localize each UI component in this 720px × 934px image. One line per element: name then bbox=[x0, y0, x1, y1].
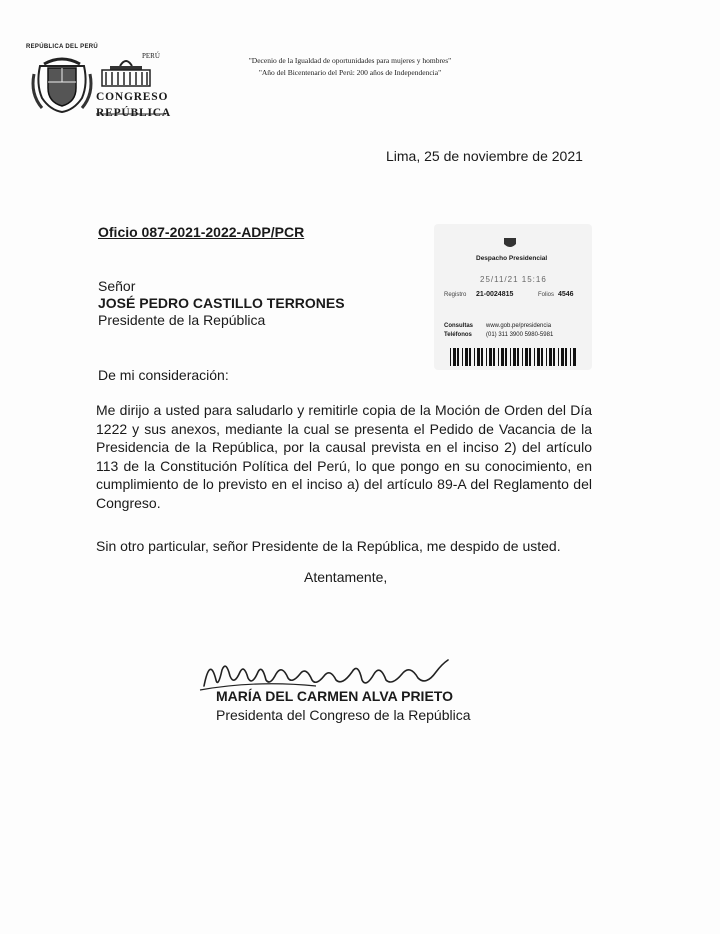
barcode-bar bbox=[513, 348, 516, 366]
republic-logo-text: REPÚBLICA bbox=[96, 107, 171, 119]
stamp-consultas-value: www.gob.pe/presidencia bbox=[486, 323, 552, 329]
stamp-telefonos-label: Teléfonos bbox=[444, 332, 472, 338]
barcode-bar bbox=[537, 348, 540, 366]
document-reference: Oficio 087-2021-2022-ADP/PCR bbox=[98, 224, 305, 240]
barcode-bar bbox=[493, 348, 495, 366]
congress-logo-text: CONGRESO bbox=[96, 91, 169, 103]
stamp-registro-value: 21-0024815 bbox=[476, 291, 514, 298]
regards: Atentamente, bbox=[304, 569, 388, 585]
stamp-telefonos-value: (01) 311 3900 5980-5981 bbox=[486, 332, 554, 338]
date-line: Lima, 25 de noviembre de 2021 bbox=[386, 148, 583, 164]
barcode-bar bbox=[541, 348, 543, 366]
barcode-bar bbox=[561, 348, 564, 366]
presidential-seal-icon bbox=[502, 236, 518, 250]
barcode-bar bbox=[465, 348, 468, 366]
barcode-bar bbox=[489, 348, 492, 366]
barcode-bar bbox=[525, 348, 528, 366]
barcode-bar bbox=[469, 348, 471, 366]
greeting: De mi consideración: bbox=[98, 367, 229, 383]
barcode-bar bbox=[529, 348, 531, 366]
signer-title: Presidenta del Congreso de la República bbox=[216, 707, 471, 723]
barcode-bar bbox=[546, 348, 547, 366]
barcode-icon bbox=[450, 348, 578, 366]
barcode-bar bbox=[457, 348, 459, 366]
stamp-folio-label: Folios bbox=[538, 292, 555, 298]
barcode-bar bbox=[534, 348, 535, 366]
stamp-office: Despacho Presidencial bbox=[476, 255, 548, 262]
stamp-consultas-label: Consultas bbox=[444, 323, 474, 329]
barcode-bar bbox=[501, 348, 504, 366]
signer-name: MARÍA DEL CARMEN ALVA PRIETO bbox=[216, 688, 453, 704]
barcode-bar bbox=[453, 348, 456, 366]
stamp-folio-value: 4546 bbox=[558, 291, 574, 298]
barcode-bar bbox=[462, 348, 463, 366]
barcode-bar bbox=[517, 348, 519, 366]
barcode-bar bbox=[573, 348, 576, 366]
barcode-bar bbox=[570, 348, 571, 366]
letter-body: Me dirijo a usted para saludarlo y remitirle copia de la Moción de Orden del Día 1222 y sus anexos, mediante la cual se presenta el Pedido de Vacancia de la Presidencia de la República, por la causal prevista en el inciso 2) del artículo 113 de la Constitución Política del Perú, lo que pongo en su conocimiento, en cumplimiento de lo previsto en el inciso a) del artículo 89-A del Reglamento del Congreso. bbox=[96, 402, 592, 511]
barcode-bar bbox=[498, 348, 499, 366]
decade-motto: "Decenio de la Igualdad de oportunidades para mujeres y hombres" bbox=[248, 56, 452, 65]
barcode-bar bbox=[486, 348, 487, 366]
header-mottos bbox=[200, 55, 500, 79]
stamp-registro-label: Registro bbox=[444, 292, 467, 298]
stamp-datetime: 25/11/21 15:16 bbox=[480, 275, 547, 284]
seal-caption: REPÚBLICA DEL PERÚ bbox=[25, 44, 99, 50]
recipient-name: JOSÉ PEDRO CASTILLO TERRONES bbox=[98, 295, 345, 311]
barcode-bar bbox=[565, 348, 567, 366]
recipient-salutation: Señor bbox=[98, 278, 136, 294]
congress-country-label: PERÚ bbox=[142, 52, 160, 60]
barcode-bar bbox=[474, 348, 475, 366]
barcode-bar bbox=[481, 348, 483, 366]
recipient-title: Presidente de la República bbox=[98, 312, 266, 328]
closing-line: Sin otro particular, señor Presidente de la República, me despido de usted. bbox=[96, 538, 561, 554]
barcode-bar bbox=[450, 348, 451, 366]
barcode-bar bbox=[558, 348, 559, 366]
reception-stamp bbox=[434, 224, 592, 370]
barcode-bar bbox=[553, 348, 555, 366]
barcode-bar bbox=[549, 348, 552, 366]
peru-coat-of-arms-icon bbox=[28, 44, 96, 116]
barcode-bar bbox=[522, 348, 523, 366]
year-motto: "Año del Bicentenario del Perú: 200 años de Independencia" bbox=[258, 68, 442, 77]
barcode-bar bbox=[505, 348, 507, 366]
barcode-bar bbox=[477, 348, 480, 366]
barcode-bar bbox=[510, 348, 511, 366]
